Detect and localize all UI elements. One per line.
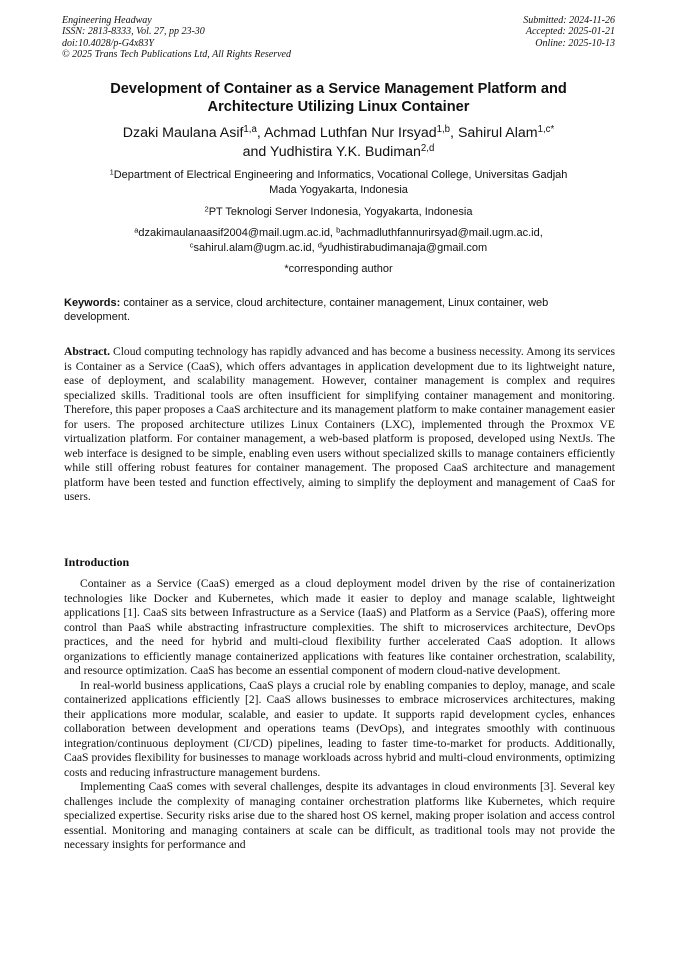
email-b-marker: b — [336, 225, 341, 235]
intro-paragraph-3: Implementing CaaS comes with several challenges, despite its advantages in cloud environments [3]. Several key challenges include the complexity of managing container orchestration platforms like Kubernetes, which require specialized expertise. Security risks arise due to the shared host OS kernel, making proper isolation and access control essential. Monitoring and managing containers at scale can be difficult, as traditional tools may not provide the necessary insights for performance and — [64, 780, 615, 851]
affiliation-1 — [62, 168, 615, 197]
abstract — [64, 345, 615, 505]
paper-title — [62, 80, 615, 116]
title-line-2: Architecture Utilizing Linux Container — [207, 99, 470, 115]
author-4-affil: 2,d — [420, 143, 435, 155]
keywords — [64, 296, 614, 325]
email-a-marker: a — [134, 225, 139, 235]
corresponding-author-note: *corresponding author — [284, 263, 393, 275]
email-c: sahirul.alam@ugm.ac.id, — [193, 241, 315, 254]
accepted-date: Accepted: 2025-01-21 — [525, 26, 615, 38]
journal-copyright: © 2025 Trans Tech Publications Ltd, All Rights Reserved — [62, 49, 291, 61]
section-heading-introduction: Introduction — [64, 555, 130, 569]
author-1-affil: 1,a — [243, 124, 257, 136]
author-2-affil: 1,b — [436, 124, 451, 136]
intro-paragraph-1: Container as a Service (CaaS) emerged as a cloud deployment model driven by the rise of containerization technologies like Docker and Kubernetes, which made it easier to deploy and manage scalable, lightweight applications [1]. CaaS sits between Infrastructure as a Service (IaaS) and Platform as a Service (PaaS), offering more control than PaaS while abstracting infrastructure complexities. The shift to microservices architecture, DevOps practices, and the need for hybrid and multi-cloud flexibility further accelerated CaaS adoption. It allows organizations to efficiently manage containerized applications with features like container orchestration, scalability, and resource optimization. CaaS has become an essential component of modern cloud-native development. — [64, 577, 615, 677]
journal-name: Engineering Headway — [62, 15, 152, 26]
author-4: and Yudhistira Y.K. Budiman — [242, 144, 421, 160]
author-3: Sahirul Alam — [457, 125, 538, 141]
email-list — [62, 226, 615, 255]
email-d: yudhistirabudimanaja@gmail.com — [321, 241, 488, 254]
keywords-label: Keywords: — [64, 297, 121, 309]
affiliation-2-marker: 2 — [204, 204, 209, 214]
journal-info — [62, 15, 382, 61]
intro-paragraph-2: In real-world business applications, CaaS plays a crucial role by enabling companies to deploy, manage, and scale containerized applications efficiently [2]. CaaS allows businesses to embrace microservices architectures, making their applications more modular, scalable, and easier to update. It supports rapid development cycles, enhances collaboration between development and operations teams (DevOps), and integrates smoothly with continuous integration/continuous deployment (CI/CD) pipelines, leading to faster time-to-market for products. Additionally, CaaS provides flexibility for businesses to manage workloads across hybrid and multi-cloud environments, optimizing costs and reducing infrastructure management burdens. — [64, 678, 615, 779]
affiliation-2-text: PT Teknologi Server Indonesia, Yogyakarta, Indonesia — [208, 206, 473, 218]
affiliation-1-marker: 1 — [109, 167, 114, 177]
keywords-text: container as a service, cloud architecture, container management, Linux container, web development. — [64, 297, 549, 324]
author-2: Achmad Luthfan Nur Irsyad — [263, 125, 437, 141]
introduction-body — [64, 577, 615, 853]
abstract-text: Cloud computing technology has rapidly advanced and has become a business necessity. Among its services is Container as a Service (CaaS), which offers advantages in application development due to its lightweight nature, ease of deployment, and scalability management. However, container management is complex and requires specialized skills. Traditional tools are often insufficient for simplifying container management and monitoring. Therefore, this paper proposes a CaaS architecture and its management platform to make container management easier for users. The proposed architecture utilizes Linux Containers (LXC), implemented through the Proxmox VE virtualization platform. For container management, a web-based platform is proposed, developed using NextJs. The web interface is designed to be simple, enabling even users without specialized skills to manage containers efficiently while still offering robust features for container management. The proposed CaaS architecture and management platform have been tested and function effectively, aiming to simplify the deployment and management of CaaS for users. — [64, 345, 615, 503]
email-a: dzakimaulanaasif2004@mail.ugm.ac.id, — [138, 227, 333, 239]
submitted-date: Submitted: 2024-11-26 — [523, 15, 615, 26]
email-b: achmadluthfannurirsyad@mail.ugm.ac.id, — [340, 227, 543, 239]
author-3-affil: 1,c* — [537, 124, 555, 136]
affiliation-1-line-2: Mada Yogyakarta, Indonesia — [269, 183, 408, 196]
abstract-label: Abstract. — [64, 345, 111, 358]
email-c-marker: c — [189, 239, 194, 249]
journal-issn: ISSN: 2813-8333, Vol. 27, pp 23-30 — [62, 26, 205, 38]
title-line-1: Development of Container as a Service Management Platform and — [110, 81, 567, 97]
author-1: Dzaki Maulana Asif — [122, 125, 244, 141]
author-list: Dzaki Maulana Asif$^{1,a}$, Achmad Luthfan Nur Irsyad$^{1,b}$, Sahirul Alam$^{1,c*}$ and Yudhistira Y.K. Budiman$^{2,d}$ — [122, 124, 555, 160]
online-date: Online: 2025-10-13 — [535, 37, 615, 49]
journal-doi: doi:10.4028/p-G4x83Y — [62, 37, 154, 49]
affiliation-2 — [62, 205, 615, 220]
submission-dates — [375, 15, 615, 49]
email-d-marker: d — [317, 239, 322, 249]
affiliation-1-line-1: Department of Electrical Engineering and Informatics, Vocational College, Universitas Gadjah — [113, 169, 568, 181]
